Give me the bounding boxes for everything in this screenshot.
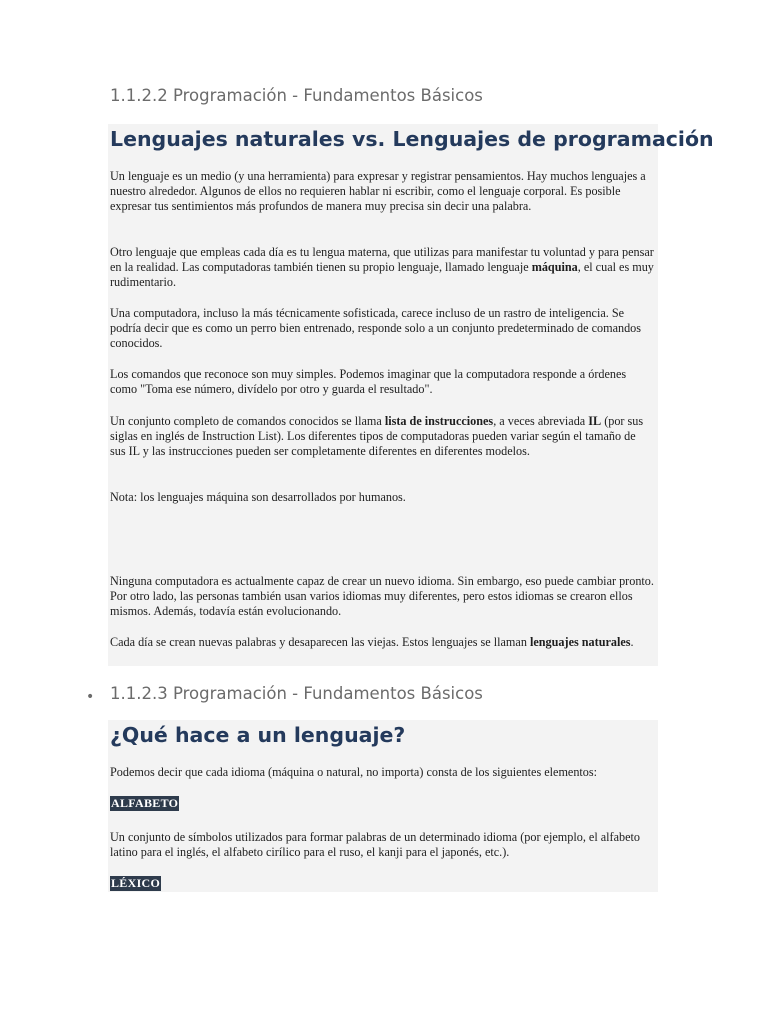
paragraph-2 <box>110 245 654 290</box>
content-panel-que-hace <box>108 720 658 892</box>
paragraph-5 <box>110 414 654 459</box>
paragraph-elements: Podemos decir que cada idioma (máquina o natural, no importa) consta de los siguientes elementos: <box>110 765 598 779</box>
paragraph-8-end: . <box>630 635 634 649</box>
tag-lexico: LÉXICO <box>111 876 161 890</box>
paragraph-1: Un lenguaje es un medio (y una herramienta) para expresar y registrar pensamientos. Hay muchos lenguajes a nuestro alrededor. Algunos de ellos no requieren hablar ni escribir, como el lenguaje corporal. Es posible expresar tus sentimientos más profundos de manera muy precisa sin decir una palabra. <box>110 169 646 213</box>
paragraph-8-text: Cada día se crean nuevas palabras y desaparecen las viejas. Estos lenguajes se llaman <box>110 635 530 649</box>
list-bullet: • <box>86 689 95 705</box>
tag-alfabeto: ALFABETO <box>111 796 179 810</box>
term-il: IL <box>588 414 602 428</box>
content-panel-lenguajes <box>108 124 714 666</box>
paragraph-2-text: Otro lenguaje que empleas cada día es tu lengua materna, que utilizas para manifestar tu voluntad y para pensar en la realidad. Las computadoras también tienen su propio lenguaje, llamado lenguaje <box>110 245 654 274</box>
term-maquina: máquina <box>531 260 578 274</box>
paragraph-2-end: , el cual es muy rudimentario. <box>110 260 654 289</box>
note-paragraph: Nota: los lenguajes máquina son desarrollados por humanos. <box>110 490 406 504</box>
paragraph-4: Los comandos que reconoce son muy simples. Podemos imaginar que la computadora responde a órdenes como "Toma ese número, divídelo por otro y guarda el resultado". <box>110 367 627 396</box>
section-heading-1-1-2-3: 1.1.2.3 Programación - Fundamentos Básicos <box>110 684 483 703</box>
section-heading-1-1-2-2: 1.1.2.2 Programación - Fundamentos Básicos <box>110 86 483 105</box>
panel-title: Lenguajes naturales vs. Lenguajes de programación <box>110 127 714 151</box>
paragraph-5-text: Un conjunto completo de comandos conocidos se llama <box>110 414 385 428</box>
term-lenguajes-naturales: lenguajes naturales <box>529 635 631 649</box>
paragraph-5-end: (por sus siglas en inglés de Instruction List). Los diferentes tipos de computadoras pueden variar según el tamaño de sus IL y las instrucciones pueden ser completamente diferentes en diferentes modelos. <box>110 414 644 458</box>
paragraph-alfabeto: Un conjunto de símbolos utilizados para formar palabras de un determinado idioma (por ejemplo, el alfabeto latino para el inglés, el alfabeto cirílico para el ruso, el kanji para el japonés, etc.). <box>110 830 640 859</box>
paragraph-3: Una computadora, incluso la más técnicamente sofisticada, carece incluso de un rastro de inteligencia. Se podría decir que es como un perro bien entrenado, responde solo a un conjunto predeterminado de comandos conocidos. <box>110 306 642 350</box>
paragraph-8 <box>110 635 654 650</box>
paragraph-5-mid: , a veces abreviada <box>493 414 589 428</box>
term-lista-de-instrucciones: lista de instrucciones <box>384 414 494 428</box>
paragraph-7: Ninguna computadora es actualmente capaz de crear un nuevo idioma. Sin embargo, eso puede cambiar pronto. Por otro lado, las personas también usan varios idiomas muy diferentes, pero estos idiomas se crearon ellos mismos. Además, todavía están evolucionando. <box>110 574 654 618</box>
panel-title: ¿Qué hace a un lenguaje? <box>110 723 406 747</box>
